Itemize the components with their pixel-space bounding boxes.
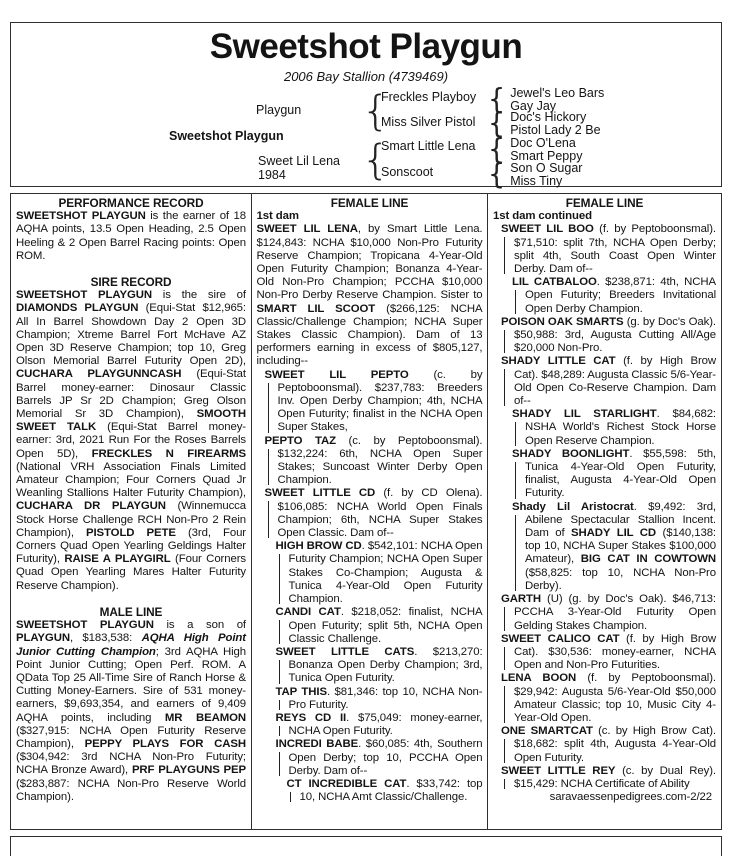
record-text: (3rd, Four Corners Quad Open Yearling Geldings Halter Futurity),: [16, 526, 246, 566]
pedigree-brace-icon: {: [361, 134, 391, 184]
pedigree-brace-icon: {: [488, 158, 506, 191]
pedigree-gen3-name: Doc's Hickory: [510, 109, 587, 124]
record-text: . $9,492: 3rd, Abilene Spectacular Stallion Incent. Dam of: [525, 500, 716, 540]
horse-name: SHADY LITTLE CAT: [501, 355, 616, 368]
pedigree-entry: [257, 487, 483, 540]
horse-name: SWEET CALICO CAT: [501, 632, 620, 645]
pedigree-entry: [257, 540, 483, 606]
pedigree-gen3-name: Miss Tiny: [510, 173, 563, 188]
pedigree-brace-icon: {: [361, 85, 391, 135]
record-text: , by Smart Little Lena. $124,843: NCHA $10,000 Non-Pro Futurity Reserve Champion; Tropicana 4-Year-Old Open Futurity Champion; Bonanza 4-Year-Old Non-Pro Champion; PCCHA $10,000 Non-Pro Derby Reserve Champion. Sister to: [256, 223, 483, 302]
horse-name: SHADY BOONLIGHT: [512, 447, 630, 460]
horse-name: SWEET LITTLE REY: [501, 764, 616, 777]
pedigree-sire: Playgun: [256, 103, 302, 117]
horse-name: SWEETSHOT PLAYGUN: [16, 289, 152, 302]
horse-name: AQHA High Point Junior Cutting Champion: [16, 632, 246, 658]
section-heading: SIRE RECORD: [90, 275, 172, 290]
pedigree-entry: [493, 408, 716, 448]
record-text: (f. by Peptoboonsmal). $71,510: split 7th, NCHA Open Derby; split 4th, South Coast Open Winter Derby. Dam of--: [514, 223, 716, 276]
dam-subheading: 1st dam: [256, 210, 299, 223]
pedigree-entry: [493, 672, 716, 725]
horse-name: PISTOLD PETE: [85, 526, 176, 539]
horse-name: INCREDI BABE: [275, 738, 359, 751]
horse-name: SMOOTH SWEET TALK: [16, 408, 246, 434]
record-text: ($327,915: NCHA Open Futurity Reserve Champion),: [16, 724, 246, 750]
pedigree-gen3-name: Son O Sugar: [510, 160, 583, 175]
record-text: (Four Corners Quad Open Yearling Mares Halter Futurity Reserve Champion).: [16, 553, 246, 592]
page-subtitle: 2006 Bay Stallion (4739469): [283, 69, 449, 84]
horse-name: MR BEAMON: [164, 711, 246, 724]
dam-subheading: 1st dam continued: [493, 210, 592, 223]
pedigree-entry: [493, 501, 716, 593]
record-text: (Equi-Stat Barrel money-earner: Dinosaur Classic Barrels JP Sr 2D Champion; Greg Olson Memorial Sr 3D Champion),: [16, 368, 246, 421]
horse-name: SWEETSHOT PLAYGUN: [16, 210, 146, 223]
pedigree-dam: Sweet Lil Lena: [258, 154, 341, 168]
pedigree-entry: [493, 276, 716, 316]
page-title: Sweetshot Playgun: [209, 27, 523, 66]
spacer: [16, 593, 246, 606]
pedigree-entry: [257, 369, 483, 435]
female-line-column: [251, 193, 489, 830]
pedigree-entry: [257, 778, 483, 804]
horse-name: DIAMONDS PLAYGUN: [16, 302, 139, 315]
horse-name: SWEET LITTLE CD: [264, 487, 376, 500]
record-text: (g. by Doc's Oak). $50,988: 3rd, Augusta Cutting All/Age $20,000 Non-Pro.: [514, 315, 716, 355]
record-text: . $60,085: 4th, Southern Open Derby; top 10, PCCHA Open Derby. Dam of--: [288, 738, 483, 777]
record-paragraph: [16, 210, 246, 263]
pedigree-entry: [257, 686, 483, 712]
pedigree-gen3-name: Jewel's Leo Bars: [510, 85, 605, 100]
record-text: ($266,125: NCHA Classic/Challenge Champion; NCHA Super Stakes Classic Champion). Dam of 13 performers earning in excess of $805,127, including--: [256, 302, 483, 368]
record-paragraph: [16, 289, 246, 593]
female-line-continued-column: [487, 193, 722, 830]
horse-name: HIGH BROW CD: [275, 540, 362, 553]
record-text: . $55,598: 5th, Tunica 4-Year-Old Open Futurity, finalist, Augusta 4-Year-Old Open Futurity.: [525, 447, 716, 500]
pedigree-entry: [257, 738, 483, 778]
record-text: is a son of: [153, 619, 246, 632]
horse-name: LIL CATBALOO: [512, 276, 597, 289]
record-text: ; 3rd AQHA High Point Junior Cutting; Open Perf. ROM. A QData Top 25 All-Time Sire of Ranch Horse & Cutting Money-Earners. Sire of 531 money-earners, $9,693,354, and earners of 9,409 AQHA points, including: [16, 645, 246, 724]
pedigree-gen3-name: Gay Jay: [510, 98, 557, 113]
source-credit: saravaessenpedigrees.com-2/22: [549, 791, 712, 804]
horse-name: ONE SMARTCAT: [501, 725, 593, 738]
pedigree-gen3-name: Doc O'Lena: [510, 135, 576, 150]
record-text: . $542,101: NCHA Open Futurity Champion; NCHA Open Super Stakes Co-Champion; Augusta & Tunica 4-Year-Old Open Futurity Champion.: [288, 540, 483, 606]
record-text: . $238,871: 4th, NCHA Open Futurity; Breeders Invitational Open Derby Champion.: [525, 276, 716, 315]
horse-name: SWEET LIL LENA: [256, 223, 358, 236]
record-text: (c. by Peptoboonsmal). $132,224: 6th, NCHA Open Super Stakes; Suncoast Winter Derby Open Champion.: [277, 434, 483, 487]
horse-name: LENA BOON: [501, 672, 577, 685]
record-text: is the sire of: [151, 289, 246, 302]
record-text: (f. by Peptoboonsmal). $29,942: Augusta 5/6-Year-Old $50,000 Amateur Classic; top 10, Music City 4-Year-Old Open.: [514, 672, 716, 724]
record-text: . $75,049: money-earner, NCHA Open Futurity.: [288, 711, 483, 738]
pedigree-brace-icon: {: [488, 133, 506, 166]
performance-record-column: [10, 193, 252, 830]
pedigree-entry: [493, 448, 716, 501]
section-heading: PERFORMANCE RECORD: [58, 196, 204, 210]
pedigree-entry: [257, 712, 483, 738]
record-text: (Equi-Stat Barrel money-earner: 3rd, 2021 Run For the Roses Barrels Open 5D),: [16, 421, 246, 460]
record-text: ($140,138: top 10, NCHA Super Stakes $100,000 Amateur),: [525, 527, 716, 566]
record-text: . $218,052: finalist, NCHA Open Futurity; split 5th, NCHA Open Classic Challenge.: [288, 606, 483, 645]
pedigree-gen3-name: Pistol Lady 2 Be: [510, 122, 601, 137]
pedigree-entry: [257, 435, 483, 488]
header-box: [10, 22, 722, 191]
horse-name: SWEET LIL PEPTO: [264, 368, 409, 381]
pedigree-entry: [493, 316, 716, 356]
horse-name: SWEET LITTLE CATS: [275, 645, 415, 658]
record-text: (c. by Dual Rey). $15,429: NCHA Certificate of Ability: [514, 764, 716, 790]
horse-name: CUCHARA PLAYGUNNCASH: [16, 368, 182, 381]
record-text: (f. by High Brow Cat). $48,289: Augusta Classic 5/6-Year-Old Open Co-Reserve Champion. Dam of--: [514, 355, 716, 408]
horse-name: RAISE A PLAYGIRL: [64, 553, 171, 566]
record-text: (f. by High Brow Cat). $30,536: money-earner, NCHA Open and Non-Pro Futurities.: [514, 632, 716, 672]
horse-name: BIG CAT IN COWTOWN: [580, 553, 716, 566]
pedigree-gen2-name: Sonscoot: [381, 165, 434, 179]
horse-name: CT INCREDIBLE CAT: [286, 777, 407, 790]
record-text: . $84,682: NSHA World's Richest Stock Horse Open Reserve Champion.: [525, 408, 716, 447]
pedigree-dam-year: 1984: [258, 168, 286, 182]
pedigree-brace-icon: {: [488, 107, 506, 140]
record-text: ($304,942: 3rd NCHA Non-Pro Futurity; NCHA Bronze Award),: [16, 751, 246, 777]
horse-name: SHADY LIL STARLIGHT: [512, 408, 657, 421]
horse-name: PRF PLAYGUNS PEP: [131, 764, 247, 777]
pedigree-entry: [493, 633, 716, 673]
record-text: ($283,887: NCHA Non-Pro Reserve World Champion).: [16, 777, 246, 803]
pedigree-gen2-name: Smart Little Lena: [381, 139, 476, 153]
horse-name: POISON OAK SMARTS: [501, 315, 624, 328]
horse-name: REYS CD II: [275, 711, 347, 724]
pedigree-entry: [257, 646, 483, 686]
section-heading: MALE LINE: [99, 604, 163, 619]
horse-name: CUCHARA DR PLAYGUN: [16, 500, 166, 513]
record-text: (U) (g. by Doc's Oak). $46,713: PCCHA 3-Year-Old Futurity Open Gelding Stakes Champion.: [514, 593, 716, 632]
record-text: , $183,538:: [69, 632, 142, 645]
horse-name: CANDI CAT: [275, 606, 341, 619]
pedigree-entry: [257, 606, 483, 646]
pedigree-entry: [493, 765, 716, 791]
record-paragraph: [16, 619, 246, 804]
horse-name: SWEETSHOT PLAYGUN: [16, 619, 154, 632]
pedigree-gen2-name: Freckles Playboy: [381, 90, 477, 104]
horse-name: Shady Lil Aristocrat: [512, 500, 634, 513]
bottom-strip: [10, 836, 722, 856]
record-text: (c. by High Brow Cat). $18,682: split 4th, Augusta 4-Year-Old Open Futurity.: [514, 725, 716, 764]
pedigree-entry: [493, 593, 716, 633]
horse-name: SHADY LIL CD: [571, 527, 657, 540]
pedigree-entry: [493, 725, 716, 765]
pedigree-gen3-name: Smart Peppy: [510, 148, 583, 163]
record-text: . $33,742: top 10, NCHA Amt Classic/Challenge.: [299, 777, 483, 804]
pedigree-gen3-pair: [488, 159, 582, 190]
horse-name: FRECKLES N FIREARMS: [91, 447, 246, 460]
pedigree-brace-icon: {: [488, 83, 506, 116]
record-text: . $213,270: Bonanza Open Derby Champion; 3rd, Tunica Open Futurity.: [288, 645, 483, 685]
pedigree-entry: [493, 223, 716, 276]
record-text: (Equi-Stat $12,965: All In Barrel Showdown Day 2 Open 3D Champion; Xtreme Barrel Fort McHave AZ Open 3D Reserve Champion; top 10, Greg Olson Memorial Barrel Futurity Open 2D),: [16, 302, 246, 368]
section-heading: FEMALE LINE: [330, 196, 409, 210]
section-heading: FEMALE LINE: [565, 196, 644, 210]
record-paragraph: [257, 223, 483, 368]
horse-name: PLAYGUN: [16, 632, 70, 645]
record-text: is the earner of 18 AQHA points, 13.5 Open Heading, 2.5 Open Heeling & 2 Open Barrel Racing points: Open ROM.: [16, 210, 246, 262]
record-text: (f. by CD Olena). $106,085: NCHA World Open Finals Champion; 6th, NCHA Super Stakes Open Classic. Dam of--: [277, 487, 483, 540]
record-text: (Winnemucca Stock Horse Challenge RCH Non-Pro 2 Rein Champion),: [16, 500, 246, 539]
horse-name: SMART LIL SCOOT: [256, 302, 376, 315]
record-text: (c. by Peptoboonsmal). $237,783: Breeders Inv. Open Derby Champion; 4th, NCHA Open Futurity; finalist in the NCHA Open Super Stakes,: [277, 368, 483, 434]
record-text: ($58,825: top 10, NCHA Non-Pro Derby).: [525, 566, 716, 592]
horse-name: PEPTO TAZ: [264, 434, 336, 447]
horse-name: GARTH: [501, 593, 541, 606]
record-text: (National VRH Association Finals Limited Amateur Champion; Four Corners Quad Jr Weanling Stallions Halter Futurity Champion),: [16, 460, 246, 500]
horse-name: TAP THIS: [275, 685, 327, 698]
pedigree-entry: [493, 355, 716, 408]
pedigree-gen2-name: Miss Silver Pistol: [381, 115, 476, 129]
record-text: . $81,346: top 10, NCHA Non-Pro Futurity.: [288, 685, 483, 711]
horse-name: PEPPY PLAYS FOR CASH: [84, 737, 246, 750]
horse-name: SWEET LIL BOO: [501, 223, 594, 236]
pedigree-root: Sweetshot Playgun: [169, 129, 284, 143]
